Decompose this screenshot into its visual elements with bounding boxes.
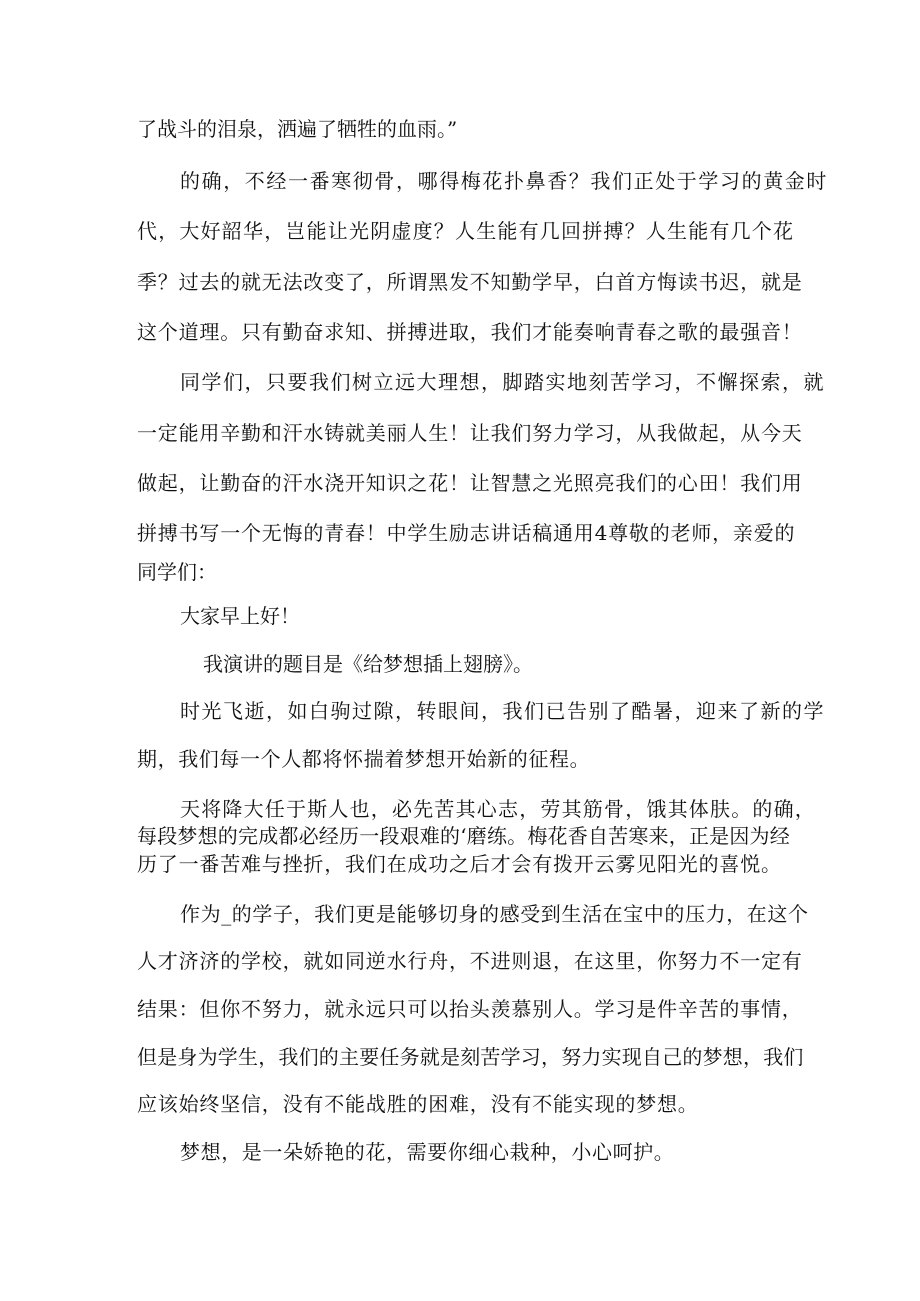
paragraph-3-line-5: 同学们： [137,560,217,584]
paragraph-5-line-1: 我演讲的题目是《给梦想插上翅膀》。 [203,652,533,676]
paragraph-2-line-2: 代，大好韶华，岂能让光阴虚度？人生能有几回拼搏？人生能有几个花 [137,219,795,243]
paragraph-2-line-4: 这个道理。只有勤奋求知、拼搏进取，我们才能奏响青春之歌的最强音！ [137,320,803,344]
paragraph-4-line-1: 大家早上好！ [180,604,300,628]
paragraph-8-line-5: 应该始终坚信，没有不能战胜的困难，没有不能实现的梦想。 [137,1092,699,1116]
paragraph-8-line-1: 作为_的学子，我们更是能够切身的感受到生活在宝中的压力，在这个 [180,902,809,926]
paragraph-1-line-1: 了战斗的泪泉，洒遍了牺牲的血雨。” [137,117,458,141]
paragraph-8-line-2: 人才济济的学校，就如同逆水行舟，不进则退，在这里，你努力不一定有 [137,949,803,973]
paragraph-3-line-2: 一定能用辛勤和汗水铸就美丽人生！让我们努力学习，从我做起，从今天 [137,421,803,445]
paragraph-6-line-1: 时光飞逝，如白驹过隙，转眼间，我们已告别了酷暑，迎来了新的学 [180,699,825,723]
paragraph-3-line-3: 做起，让勤奋的汗水浇开知识之花！让智慧之光照亮我们的心田！我们用 [137,471,803,495]
paragraph-6-line-2: 期，我们每一个人都将怀揣着梦想开始新的征程。 [137,747,591,771]
paragraph-7-line-2: 每段梦想的完成都必经历一段艰难的‘磨练。梅花香自苦寒来，正是因为经 [137,824,790,848]
paragraph-2-line-3: 季？过去的就无法改变了，所谓黑发不知勤学早，白首方悔读书迟，就是 [137,270,803,294]
paragraph-7-line-1: 天将降大任于斯人也，必先苦其心志，劳其筋骨，饿其体肤。的确， [180,797,816,821]
paragraph-8-line-4: 但是身为学生，我们的主要任务就是刻苦学习，努力实现自己的梦想，我们 [137,1045,804,1069]
paragraph-9-line-1: 梦想，是一朵娇艳的花，需要你细心栽种，小心呵护。 [180,1140,675,1164]
paragraph-8-line-3: 结果：但你不努力，就永远只可以抬头羡慕别人。学习是件辛苦的事情， [137,997,803,1021]
paragraph-7-line-3: 历了一番苦难与挫折，我们在成功之后才会有拨开云雾见阳光的喜悦。 [137,852,782,876]
paragraph-3-line-1: 同学们，只要我们树立远大理想，脚踏实地刻苦学习，不懈探索，就 [180,370,825,394]
paragraph-2-line-1: 的确，不经一番寒彻骨，哪得梅花扑鼻香？我们正处于学习的黄金时 [180,169,828,193]
paragraph-3-line-4: 拼搏书写一个无悔的青春！中学生励志讲话稿通用4尊敬的老师，亲爱的 [137,521,796,545]
